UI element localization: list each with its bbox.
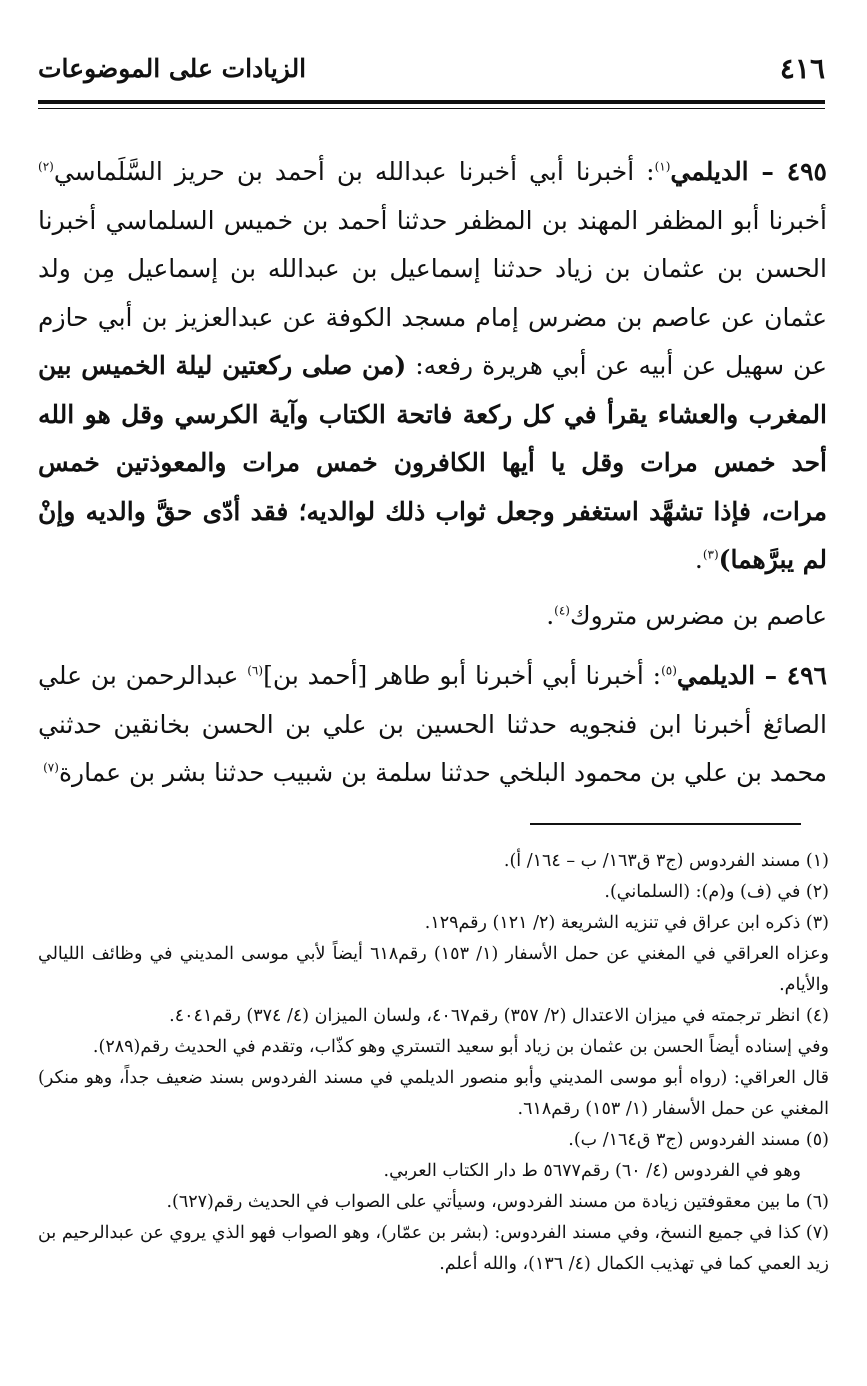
main-text — [38, 148, 827, 798]
header-rule-thin — [38, 108, 825, 109]
footnote-marker: (٥) — [661, 663, 677, 678]
punctuation: . — [546, 600, 555, 630]
page-header — [38, 52, 825, 96]
entry-number: ٤٩٥ — [786, 157, 827, 186]
punctuation: . — [694, 545, 703, 574]
footnote-4: (٤) انظر ترجمته في ميزان الاعتدال (٢/ ٣٥٧) رقم٤٠٦٧، ولسان الميزان (٤/ ٣٧٤) رقم٤٠٤١. — [169, 1006, 829, 1026]
footnote-7: (٧) كذا في جميع النسخ، وفي مسند الفردوس: (بشر بن عمّار)، وهو الصواب فهو الذي يروي عن عبدالرحيم بن زيد العمي كما في تهذيب الكمال (٤/ ١٣٦)، والله أعلم. — [38, 1223, 829, 1274]
footnote-4-continuation: وفي إسناده أيضاً الحسن بن عثمان بن زياد أبو سعيد التستري وهو كذّاب، وتقدم في الحديث رقم(٢٨٩). — [92, 1037, 829, 1057]
footnote-2: (٢) في (ف) و(م): (السلماني). — [604, 882, 829, 902]
hadith-text: (من صلى ركعتين ليلة الخميس بين المغرب والعشاء يقرأ في كل ركعة فاتحة الكتاب وآية الكرسي وقل هو الله أحد خمس مرات وقل يا أيها الكافرون خمس مرات والمعوذتين خمس مرات، فإذا تشهَّد استغفر وجعل ثواب ذلك لوالديه؛ فقد أدّى حقَّ والديه وإنْ لم يبرَّهما) — [38, 351, 827, 574]
source-label: الديلمي — [676, 661, 756, 690]
running-title: الزيادات على الموضوعات — [38, 54, 307, 83]
page-number: ٤١٦ — [779, 52, 825, 85]
footnote-marker: (٦) — [247, 663, 264, 678]
isnad-text: : أخبرنا أبي أخبرنا عبدالله بن أحمد بن حريز السَّلَماسي — [53, 157, 655, 186]
footnote-5: (٥) مسند الفردوس (ج٣ ق١٦٤/ ب). — [568, 1130, 829, 1150]
source-label: الديلمي — [670, 157, 749, 186]
footnote-5-continuation: وهو في الفردوس (٤/ ٦٠) رقم٥٦٧٧ ط دار الكتاب العربي. — [383, 1161, 801, 1181]
entry-495: ٤٩٥ – الديلمي$^{(١)}$: أخبرنا أبي أخبرنا عبدالله بن أحمد بن حريز السَّلَماسي$^{(٢)}$ أخبرنا أبو المظفر المهند بن المظفر حدثنا أحمد بن خميس السلماسي أخبرنا الحسن بن عثمان بن زياد حدثنا إسماعيل بن عبدالله بن إسماعيل مِن ولد عثمان عن عاصم بن مضرس إمام مسجد الكوفة عن عبدالعزيز بن أبي حازم عن سهيل عن أبيه عن أبي هريرة رفعه: (من صلى ركعتين ليلة الخميس بين المغرب والعشاء يقرأ في كل ركعة فاتحة الكتاب وآية الكرسي وقل هو الله أحد خمس مرات وقل يا أيها الكافرون خمس مرات والمعوذتين خمس مرات، فإذا تشهَّد استغفر وجعل ثواب ذلك لوالديه؛ فقد أدّى حقَّ والديه وإنْ لم يبرَّهما)$^{(٣)}$. — [38, 157, 827, 574]
narrator-note: عاصم بن مضرس متروك — [569, 600, 827, 630]
footnote-6: (٦) ما بين معقوفتين زيادة من مسند الفردوس، وسيأتي على الصواب في الحديث رقم(٦٢٧). — [166, 1192, 829, 1212]
entry-496: ٤٩٦ – الديلمي$^{(٥)}$: أخبرنا أبي أخبرنا أبو طاهر [أحمد بن]$^{(٦)}$ عبدالرحمن بن علي الصائغ أخبرنا ابن فنجويه حدثنا الحسين بن علي بن الحسن بخانقين حدثني محمد بن علي بن محمود البلخي حدثنا سلمة بن شبيب حدثنا بشر بن عمارة$^{(٧)}$ — [38, 661, 827, 787]
footnote-1: (١) مسند الفردوس (ج٣ ق١٦٣/ ب – ١٦٤/ أ). — [503, 851, 829, 871]
isnad-text: عبدالرحمن بن علي الصائغ أخبرنا ابن فنجويه حدثنا الحسين بن علي بن الحسن بخانقين حدثني محمد بن علي بن محمود البلخي حدثنا سلمة بن شبيب حدثنا بشر بن عمارة — [38, 661, 827, 787]
footnote-marker: (١) — [654, 159, 671, 174]
footnote-marker: (٣) — [702, 547, 719, 562]
footnote-marker: (٧) — [43, 760, 59, 775]
footnotes — [38, 846, 829, 1280]
footnote-marker: (٤) — [554, 603, 570, 618]
footnote-separator — [530, 823, 801, 825]
footnote-3-continuation: وعزاه العراقي في المغني عن حمل الأسفار (١/ ١٥٣) رقم٦١٨ أيضاً لأبي موسى المديني في وظائف الليالي والأيام. — [38, 944, 829, 995]
footnote-4-quote: قال العراقي: (رواه أبو موسى المديني وأبو منصور الديلمي في مسند الفردوس بسند ضعيف جداً، وهو منكر) المغني عن حمل الأسفار (١/ ١٥٣) رقم٦١٨. — [38, 1068, 829, 1119]
header-rule-thick — [38, 100, 825, 104]
footnote-3: (٣) ذكره ابن عراق في تنزيه الشريعة (٢/ ١٢١) رقم١٢٩. — [424, 913, 829, 933]
entry-number: ٤٩٦ — [786, 661, 827, 690]
footnote-marker: (٢) — [38, 159, 54, 174]
entry-495-note — [38, 592, 827, 641]
isnad-text: : أخبرنا أبي أخبرنا أبو طاهر [أحمد بن] — [263, 661, 662, 690]
isnad-text: أخبرنا أبو المظفر المهند بن المظفر حدثنا أحمد بن خميس السلماسي أخبرنا الحسن بن عثمان بن زياد حدثنا إسماعيل بن عبدالله بن إسماعيل مِن ولد عثمان عن عاصم بن مضرس إمام مسجد الكوفة عن عبدالعزيز بن أبي حازم عن سهيل عن أبيه عن أبي هريرة رفعه: — [38, 205, 827, 380]
